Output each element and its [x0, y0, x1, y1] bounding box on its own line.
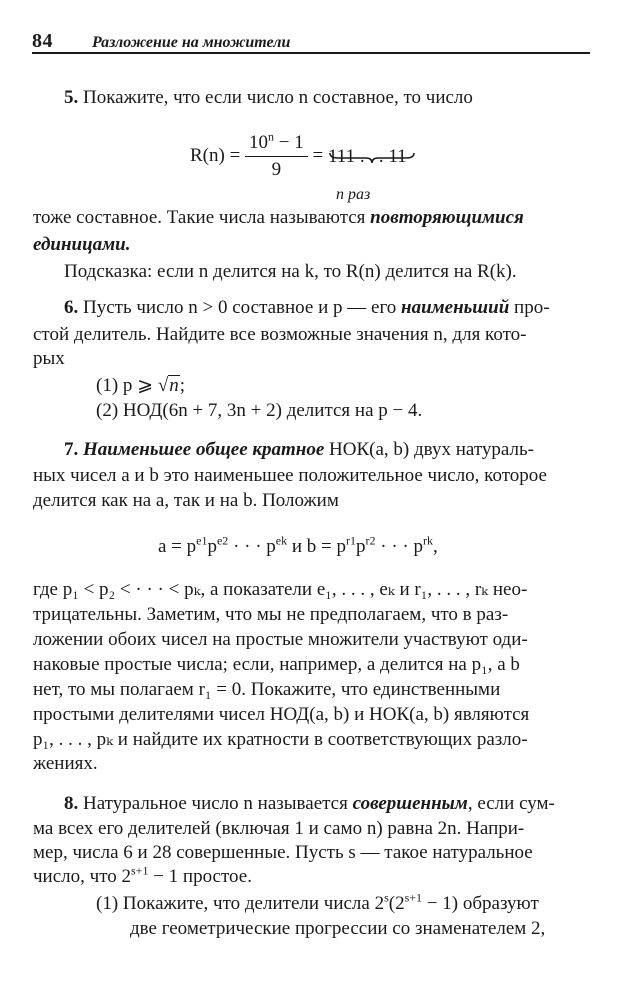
- problem-7-line2: ных чисел a и b это наименьшее положительное число, которое: [33, 465, 547, 486]
- emphasis-term: наименьший: [401, 297, 510, 318]
- problem-number: 6.: [64, 297, 79, 318]
- underbrace-label: n раз: [335, 185, 371, 203]
- f-part: ,: [433, 536, 438, 557]
- cond-text: (1) p ⩾: [96, 375, 158, 396]
- problem-7-line1: [64, 438, 534, 462]
- f-part: · · · p: [228, 536, 276, 557]
- f-exp: e1: [196, 533, 208, 548]
- problem-7-line9: простыми делителями чисел НОД(a, b) и НОК(a, b) являются: [33, 704, 530, 725]
- sqrt-radicand: n: [169, 375, 179, 396]
- problem-6-line1: [64, 296, 550, 320]
- line-text: (2: [388, 893, 405, 914]
- line-text: про-: [509, 297, 550, 318]
- line-text: НОК(a, b) двух натураль-: [324, 439, 534, 460]
- problem-8-line1: [64, 792, 555, 816]
- problem-number: 8.: [64, 793, 79, 814]
- problem-8-line2: ма всех его делителей (включая 1 и само n) равна 2n. Напри-: [33, 818, 525, 839]
- problem-7-line10: p₁, . . . , pₖ и найдите их кратности в соответствующих разло-: [33, 729, 528, 750]
- problem-7-line11: жениях.: [33, 753, 98, 774]
- f-part: · · · p: [375, 536, 423, 557]
- line-text: число, что 2: [33, 866, 131, 887]
- problem-5-intro: [64, 86, 473, 110]
- line-text: , если сум-: [467, 793, 555, 814]
- problem-6-cond2: (2) НОД(6n + 7, 3n + 2) делится на p − 4.: [96, 400, 423, 421]
- numerator-rest: − 1: [274, 132, 304, 154]
- f-part: и b = p: [287, 536, 347, 557]
- problem-5-intro-text: Покажите, что если число n составное, то число: [83, 87, 473, 108]
- numerator-base: 10: [249, 132, 269, 154]
- emphasis-term: повторяющимися: [370, 207, 524, 228]
- problem-5-hint: Подсказка: если n делится на k, то R(n) делится на R(k).: [64, 261, 517, 282]
- cond-text: ;: [179, 375, 186, 396]
- formula-lhs: R(n) =: [190, 145, 241, 166]
- problem-6-line3: рых: [33, 348, 65, 369]
- fraction-denominator: 9: [271, 159, 282, 181]
- exponent: s+1: [131, 863, 149, 878]
- f-part: p: [356, 536, 366, 557]
- f-exp: r1: [346, 533, 357, 548]
- line-text: Натуральное число n называется: [83, 793, 353, 814]
- formula-fraction: [245, 130, 308, 183]
- f-exp: rk: [423, 533, 433, 548]
- f-exp: r2: [365, 533, 376, 548]
- problem-6-cond1: [96, 374, 185, 398]
- formula-factorization: [158, 535, 438, 559]
- problem-8-sub2: две геометрические прогрессии со знаменателем 2,: [130, 918, 546, 939]
- problem-5-line2: [33, 206, 591, 230]
- line-text: тоже составное. Такие числа называются: [33, 207, 371, 228]
- problem-5-line3: единицами.: [33, 234, 131, 255]
- numerator-exponent: n: [268, 129, 275, 144]
- underbrace-icon: [328, 151, 416, 165]
- problem-8-line3: мер, числа 6 и 28 совершенные. Пусть s — такое натуральное: [33, 842, 533, 863]
- problem-7-line6: ложении обоих чисел на простые множители участвуют оди-: [33, 629, 528, 650]
- formula-repunit: [190, 128, 407, 203]
- page-number: 84: [32, 30, 53, 52]
- emphasis-term: совершенным: [352, 793, 468, 814]
- line-text: − 1) образуют: [422, 893, 539, 914]
- running-title: Разложение на множители: [92, 34, 291, 51]
- line-text: − 1 простое.: [148, 866, 252, 887]
- problem-7-line8: нет, то мы полагаем r₁ = 0. Покажите, что единственными: [33, 679, 501, 700]
- formula-eq: =: [312, 145, 324, 166]
- problem-number: 5.: [64, 87, 79, 108]
- problem-8-sub1: [96, 892, 539, 916]
- problem-7-line4: где p₁ < p₂ < · · · < pₖ, а показатели e₁, . . . , eₖ и r₁, . . . , rₖ нео-: [33, 579, 528, 600]
- emphasis-term: Наименьшее общее кратное: [83, 439, 325, 460]
- fraction-numerator: [245, 130, 308, 157]
- page-header: [32, 28, 590, 54]
- header-rule: [32, 52, 590, 54]
- f-exp: ek: [275, 533, 288, 548]
- exponent: s: [384, 890, 389, 905]
- repunit-ones: 111 . . . 11: [327, 145, 407, 167]
- exponent: s+1: [404, 890, 423, 905]
- problem-7-line5: трицательны. Заметим, что мы не предполагаем, что в раз-: [33, 604, 509, 625]
- problem-number: 7.: [64, 439, 79, 460]
- f-part: p: [207, 536, 217, 557]
- line-text: (1) Покажите, что делители числа 2: [96, 893, 385, 914]
- f-part: a = p: [158, 536, 197, 557]
- problem-7-line3: делится как на a, так и на b. Положим: [33, 490, 339, 511]
- line-text: Пусть число n > 0 составное и p — его: [83, 297, 402, 318]
- sqrt-sign-icon: √: [157, 375, 169, 396]
- f-exp: e2: [216, 533, 229, 548]
- problem-8-line4: [33, 865, 252, 889]
- problem-6-line2: стой делитель. Найдите все возможные значения n, для кото-: [33, 324, 527, 345]
- underbrace-group: [327, 129, 407, 203]
- problem-7-line7: наковые простые числа; если, например, a делится на p₁, а b: [33, 654, 520, 675]
